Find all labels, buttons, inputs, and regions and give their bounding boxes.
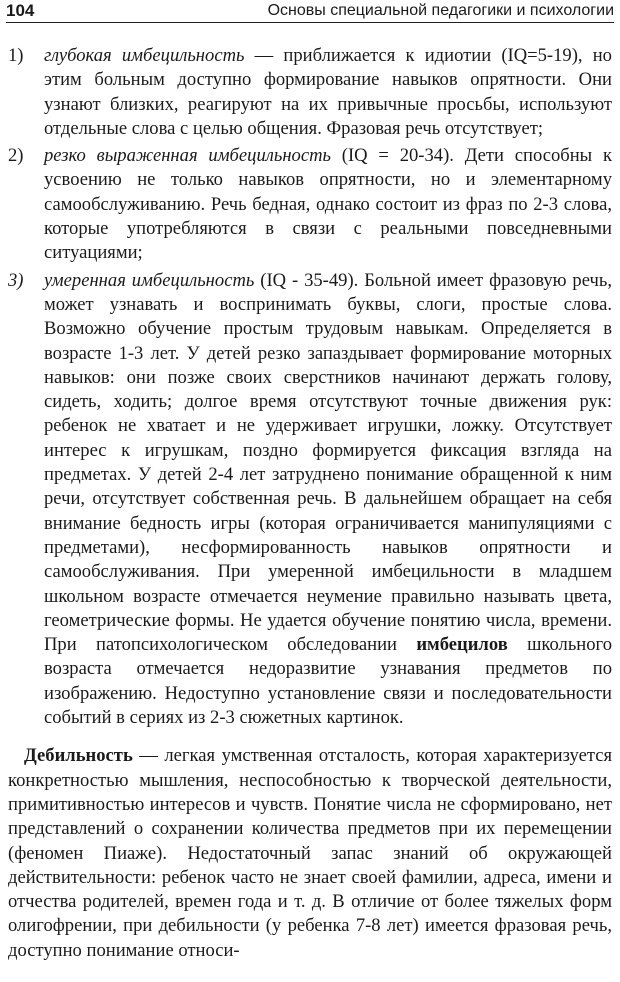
paragraph-debility — [8, 744, 612, 963]
list-text-continued: школьного возраста отмечается недоразвитие узнавания предметов по изображению. Недоступно установление связи и последовательности событий в сериях из 2-3 сюжетных картинок. — [44, 634, 613, 729]
bold-term: имбецилов — [416, 634, 508, 656]
paragraph-text: — легкая умственная отсталость, которая характеризуется конкретностью мышления, неспособностью к творческой деятельности, примитивностью интересов и чувств. Понятие числа не сформировано, нет представлений о сохранении количества предметов при их перемещении (феномен Пиаже). Недостаточный запас знаний об окружающей действительности: ребенок часто не знает своей фамилии, адреса, имени и отчества родителей, времен года и т. д. В отличие от более тяжелых форм олигофрении, при дебильности (у ребенка 7-8 лет) имеется фразовая речь, доступно понимание относи- — [8, 745, 612, 961]
list-text: (IQ - 35-49). Больной имеет фразовую речь, может узнавать и воспринимать буквы, слоги, простые слова. Возможно обучение простым трудовым навыкам. Определяется в возрасте 1-3 лет. У детей резко запаздывает формирование моторных навыков: они позже своих сверстников начинают держать голову, сидеть, ходить; долгое время отсутствуют точные движения рук: ребенок не хватает и не удерживает игрушки, ложку. Отсутствует интерес к игрушкам, поздно формируется фиксация взгляда на предметах. У детей 2-4 лет затруднено понимание обращенной к ним речи, отсутствует собственная речь. В дальнейшем обращает на себя внимание бедность игры (которая ограничивается манипуляциями с предметами), несформированность навыков опрятности и самообслуживания. При умеренной имбецильности в младшем школьном возрасте отмечается неумение правильно называть цвета, геометрические формы. Не удается обучение понятию числа, времени. При патопсихологическом обследовании — [44, 269, 613, 656]
page-header — [6, 2, 614, 23]
list-number: 1) — [8, 45, 24, 66]
list-term: глубокая имбецильность — [44, 45, 245, 66]
page-number: 104 — [6, 1, 35, 20]
list-text: (IQ = 20-34). Дети способны к усвоению не только навыков опрятности, но и элементарному самообслуживанию. Речь бедная, однако состоит из фраз по 2-3 слова, которые употребляются в связи с реальными повседневными ситуациями; — [44, 145, 612, 264]
list-term: умеренная имбецильность — [44, 269, 255, 291]
list-number: 3) — [8, 269, 24, 291]
list-item-2 — [8, 144, 612, 265]
list-term: резко выраженная имбецильность — [44, 145, 331, 167]
list-item-1 — [8, 44, 612, 141]
page-body — [8, 44, 612, 982]
list-item-3 — [8, 269, 612, 731]
paragraph-term: Дебильность — [24, 745, 133, 767]
list-text: — приближается к идиотии (IQ=5-19), но этим больным доступно формирование навыков опрятности. Они узнают близких, реагируют на их привычные просьбы, используют отдельные слова с целью общения. Фразовая речь отсутствует; — [44, 45, 612, 139]
running-title: Основы специальной педагогики и психологии — [267, 2, 614, 19]
list-number: 2) — [8, 145, 24, 167]
